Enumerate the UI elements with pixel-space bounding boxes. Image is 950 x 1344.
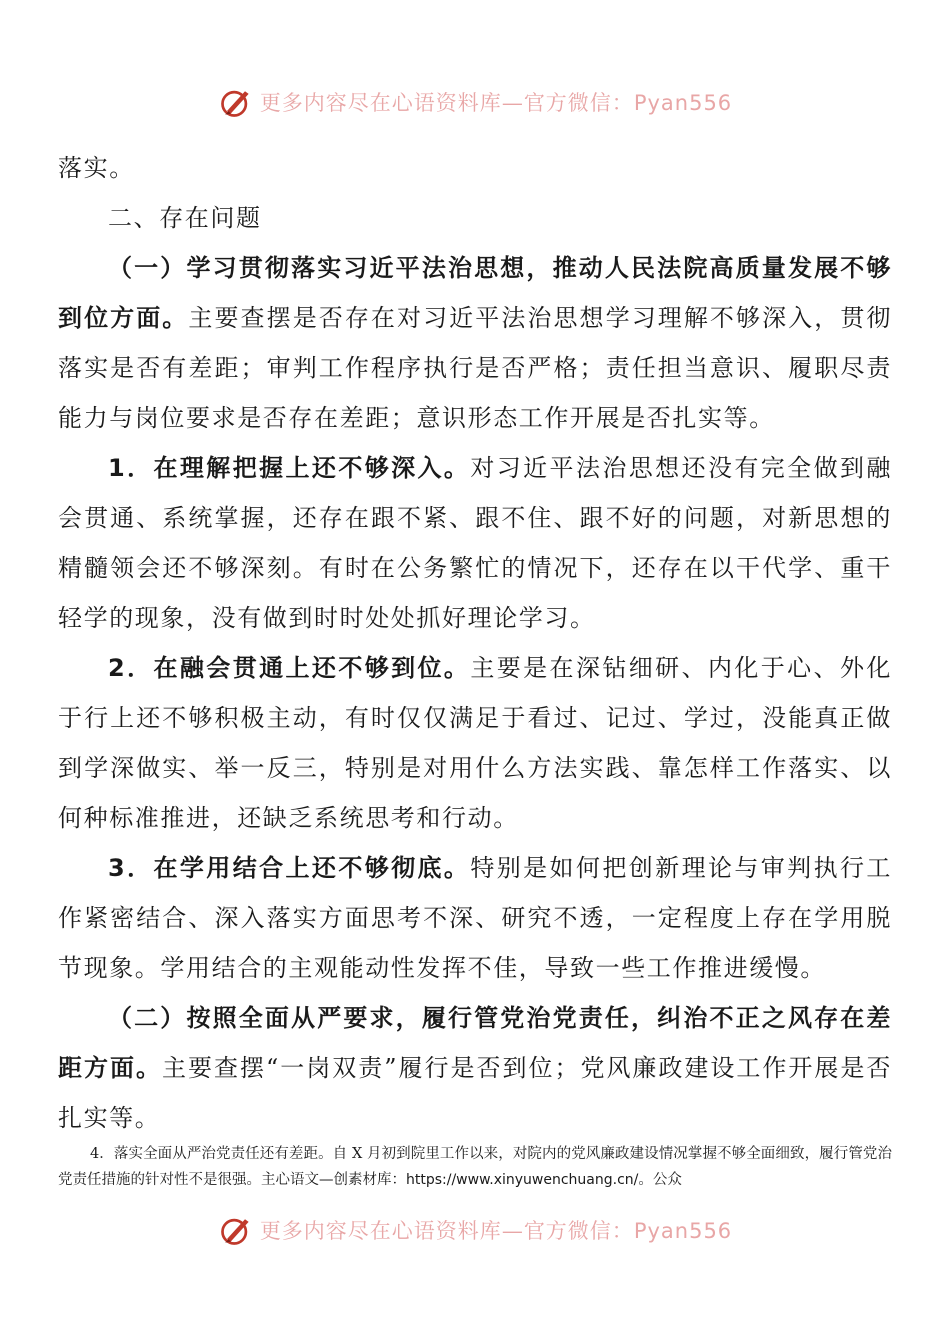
- footnote-text: 4．落实全面从严治党责任还有差距。自 X 月初到院里工作以来，对院内的党风廉政建设情况掌握不够全面细致，履行管党治党责任措施的针对性不是很强。主心语文—创素材库：: [58, 1146, 892, 1188]
- paragraph-sub-2-text: 主要是在深钻细研、内化于心、外化于行上还不够积极主动，有时仅仅满足于看过、记过、学过，没能真正做到学深做实、举一反三，特别是对用什么方法实践、靠怎样工作落实、以何种标准推进，还缺乏系统思考和行动。: [58, 654, 892, 832]
- paragraph-item-1-text: 主要查摆是否存在对习近平法治思想学习理解不够深入，贯彻落实是否有差距；审判工作程序执行是否严格；责任担当意识、履职尽责能力与岗位要求是否存在差距；意识形态工作开展是否扎实等。: [58, 304, 892, 432]
- paragraph-sub-1: [58, 443, 892, 643]
- pen-logo-icon: [218, 84, 254, 120]
- paragraph-item-1: [58, 243, 892, 443]
- paragraph-sub-1-heading: 1．在理解把握上还不够深入。: [108, 454, 471, 482]
- paragraph-sub-2: [58, 643, 892, 843]
- watermark-wechat-label: 官方微信：: [523, 91, 634, 115]
- section-heading: 二、存在问题: [108, 204, 262, 232]
- watermark-banner-bottom: [0, 1210, 950, 1250]
- watermark-wechat-id: Pyan556: [633, 1219, 733, 1243]
- paragraph-sub-3-heading: 3．在学用结合上还不够彻底。: [108, 854, 471, 882]
- paragraph-item-2-heading: （二）按照全面从严要求，履行管党治党责任，纠治不正之风存在差距方面。: [58, 1004, 892, 1082]
- paragraph-sub-2-heading: 2．在融会贯通上还不够到位。: [108, 654, 471, 682]
- watermark-wechat-id: Pyan556: [633, 91, 733, 115]
- document-body: [58, 143, 892, 1143]
- footnote-url: https://www.xinyuwenchuang.cn/: [406, 1172, 639, 1188]
- watermark-brand: 更多内容尽在心语资料库: [259, 91, 502, 115]
- watermark-wechat-label: 官方微信：: [523, 1219, 634, 1243]
- watermark-dash: —: [501, 91, 524, 115]
- watermark-banner-top: [0, 82, 950, 122]
- footnote: [58, 1141, 892, 1193]
- paragraph-item-2-text: 主要查摆“一岗双责”履行是否到位；党风廉政建设工作开展是否扎实等。: [58, 1054, 892, 1132]
- watermark-brand: 更多内容尽在心语资料库: [259, 1219, 502, 1243]
- paragraph-item-1-heading: （一）学习贯彻落实习近平法治思想，推动人民法院高质量发展不够到位方面。: [58, 254, 892, 332]
- paragraph-sub-3-text: 特别是如何把创新理论与审判执行工作紧密结合、深入落实方面思考不深、研究不透，一定程度上存在学用脱节现象。学用结合的主观能动性发挥不佳，导致一些工作推进缓慢。: [58, 854, 892, 982]
- paragraph-sub-1-text: 对习近平法治思想还没有完全做到融会贯通、系统掌握，还存在跟不紧、跟不住、跟不好的问题，对新思想的精髓领会还不够深刻。有时在公务繁忙的情况下，还存在以干代学、重干轻学的现象，没有做到时时处处抓好理论学习。: [58, 454, 892, 632]
- paragraph-item-2: [58, 993, 892, 1143]
- watermark-dash: —: [501, 1219, 524, 1243]
- pen-logo-icon: [218, 1212, 254, 1248]
- paragraph-continuation: 落实。: [58, 154, 135, 182]
- footnote-tail: 。公众: [638, 1172, 682, 1188]
- paragraph-sub-3: [58, 843, 892, 993]
